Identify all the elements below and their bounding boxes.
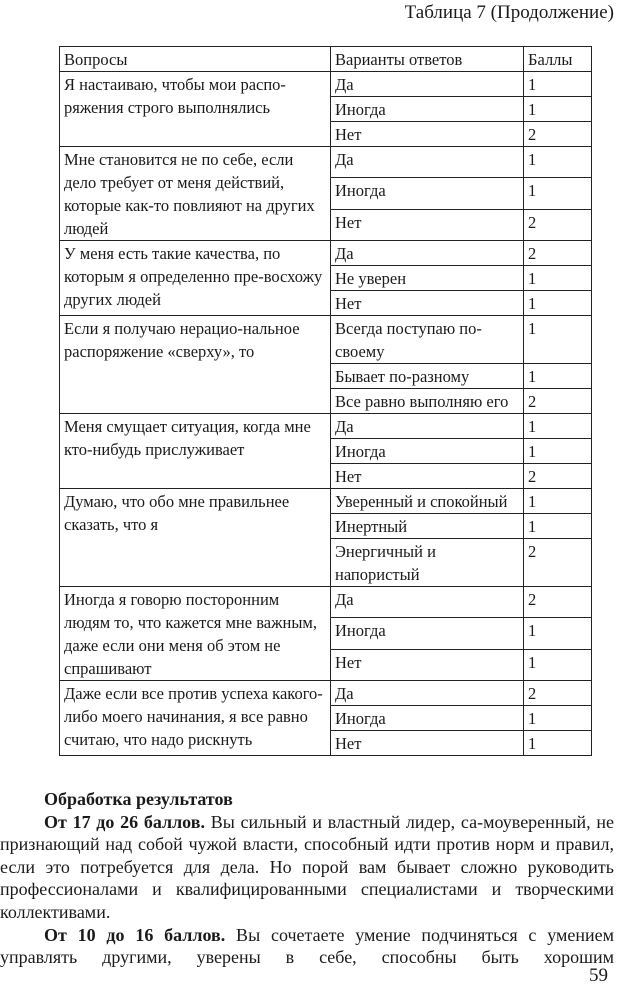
score-cell: 1 xyxy=(524,439,592,464)
score-cell: 2 xyxy=(524,464,592,489)
score-cell: 1 xyxy=(524,649,592,680)
header-questions: Вопросы xyxy=(60,47,331,72)
score-cell: 1 xyxy=(524,147,592,178)
score-cell: 1 xyxy=(524,489,592,514)
table-row xyxy=(60,316,592,364)
answer-cell: Иногда xyxy=(331,706,524,731)
score-cell: 2 xyxy=(524,389,592,414)
score-cell: 2 xyxy=(524,209,592,240)
score-cell: 1 xyxy=(524,291,592,316)
question-cell: Иногда я говорю посторонним людям то, что кажется мне важным, даже если они меня об этом не спрашивают xyxy=(60,587,331,681)
answer-cell: Да xyxy=(331,681,524,706)
answer-cell: Не уверен xyxy=(331,266,524,291)
answer-cell: Нет xyxy=(331,649,524,680)
score-range-mid: От 10 до 16 баллов. xyxy=(44,924,226,945)
answer-cell: Уверенный и спокойный xyxy=(331,489,524,514)
score-cell: 1 xyxy=(524,72,592,97)
answer-cell: Да xyxy=(331,147,524,178)
score-cell: 1 xyxy=(524,266,592,291)
table-row xyxy=(60,414,592,439)
table-row xyxy=(60,72,592,97)
answer-cell: Да xyxy=(331,587,524,618)
answer-cell: Иногда xyxy=(331,97,524,122)
question-cell: Даже если все против успеха какого-либо моего начинания, я все равно считаю, что надо рискнуть xyxy=(60,681,331,756)
result-text-high: Вы сильный и властный лидер, са-моуверенный, не признающий над собой чужой власти, способный идти против норм и правил, если это потребуется для дела. Но порой вам бывает сложно руководить профессионалами и квалифицированными специалистами и творческими коллективами. xyxy=(0,811,615,922)
score-cell: 1 xyxy=(524,618,592,649)
answer-cell: Нет xyxy=(331,209,524,240)
table-row xyxy=(60,681,592,706)
score-cell: 1 xyxy=(524,706,592,731)
page-number: 59 xyxy=(589,965,608,986)
answer-cell: Нет xyxy=(331,122,524,147)
score-cell: 1 xyxy=(524,731,592,756)
table-row xyxy=(60,587,592,618)
score-cell: 2 xyxy=(524,587,592,618)
answer-cell: Да xyxy=(331,414,524,439)
table-body xyxy=(60,72,592,756)
results-heading: Обработка результатов xyxy=(44,789,233,809)
answer-cell: Нет xyxy=(331,731,524,756)
question-cell: Если я получаю нерацио-нальное распоряжение «сверху», то xyxy=(60,316,331,414)
answer-cell: Инертный xyxy=(331,514,524,539)
header-points: Баллы xyxy=(524,47,592,72)
score-cell: 2 xyxy=(524,122,592,147)
result-paragraph-mid xyxy=(0,924,614,969)
result-text-mid: Вы сочетаете умение подчиняться с умением управлять другими, уверены в себе, способны быть хорошим xyxy=(0,924,615,968)
answer-cell: Да xyxy=(331,72,524,97)
answer-cell: Иногда xyxy=(331,439,524,464)
answer-cell: Бывает по-разному xyxy=(331,364,524,389)
table-header-row xyxy=(60,47,592,72)
score-cell: 2 xyxy=(524,241,592,266)
answer-cell: Нет xyxy=(331,291,524,316)
score-cell: 2 xyxy=(524,681,592,706)
score-range-high: От 17 до 26 баллов. xyxy=(44,811,205,832)
score-cell: 1 xyxy=(524,364,592,389)
answer-cell: Да xyxy=(331,241,524,266)
score-cell: 1 xyxy=(524,514,592,539)
results-section xyxy=(0,788,614,969)
question-cell: Мне становится не по себе, если дело требует от меня действий, которые как-то повлияют на других людей xyxy=(60,147,331,241)
table-row xyxy=(60,147,592,178)
answer-cell: Все равно выполняю его xyxy=(331,389,524,414)
score-cell: 1 xyxy=(524,178,592,209)
answer-cell: Всегда поступаю по-своему xyxy=(331,316,524,364)
question-cell: У меня есть такие качества, по которым я определенно пре-восхожу других людей xyxy=(60,241,331,316)
score-cell: 1 xyxy=(524,97,592,122)
score-cell: 2 xyxy=(524,539,592,587)
score-cell: 1 xyxy=(524,316,592,364)
question-cell: Меня смущает ситуация, когда мне кто-нибудь прислуживает xyxy=(60,414,331,489)
answer-cell: Нет xyxy=(331,464,524,489)
table-caption: Таблица 7 (Продолжение) xyxy=(404,2,614,23)
answer-cell: Энергичный и напористый xyxy=(331,539,524,587)
survey-table xyxy=(59,46,592,756)
question-cell: Я настаиваю, чтобы мои распо-ряжения строго выполнялись xyxy=(60,72,331,147)
result-paragraph-high xyxy=(0,811,614,924)
score-cell: 1 xyxy=(524,414,592,439)
table-row xyxy=(60,489,592,514)
header-answers: Варианты ответов xyxy=(331,47,524,72)
answer-cell: Иногда xyxy=(331,178,524,209)
table-row xyxy=(60,241,592,266)
answer-cell: Иногда xyxy=(331,618,524,649)
question-cell: Думаю, что обо мне правильнее сказать, что я xyxy=(60,489,331,587)
